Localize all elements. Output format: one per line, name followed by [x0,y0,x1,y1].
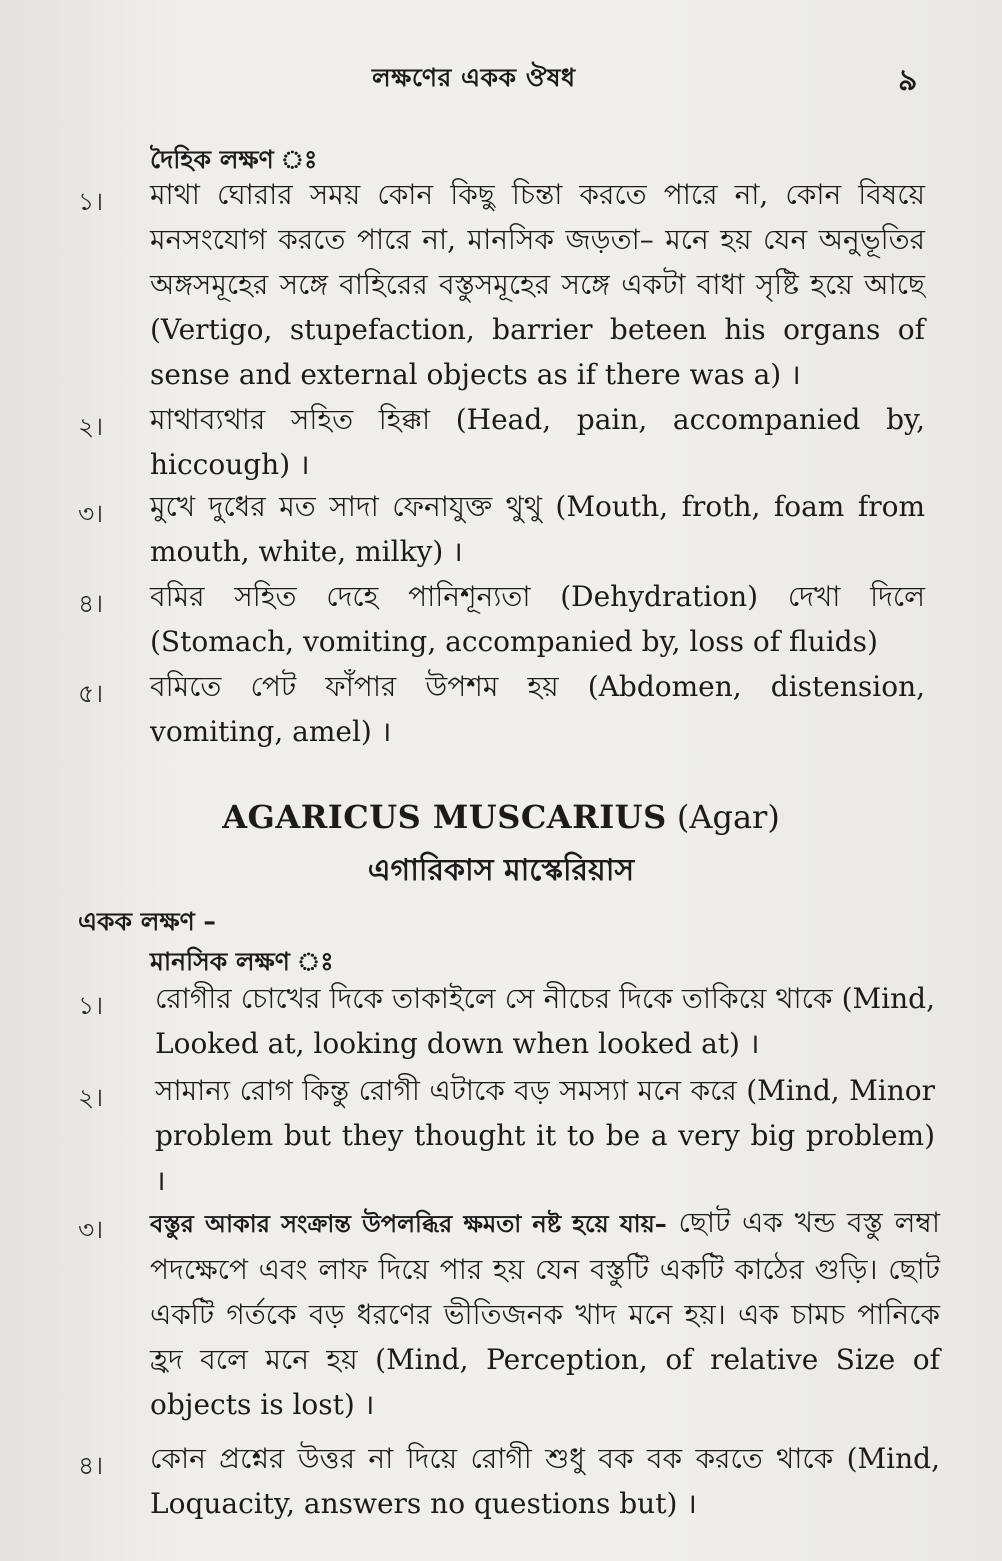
item-text: রোগীর চোখের দিকে তাকাইলে সে নীচের দিকে তাকিয়ে থাকে (Mind, Looked at, looking down when looked at) । [155,982,935,1060]
item-number: ৩। [78,1215,104,1244]
drug-latin-name: AGARICUS MUSCARIUS [222,798,667,836]
item-number: ৩। [78,499,104,528]
item-number: ১। [78,991,104,1020]
item-number: ২। [78,1083,104,1112]
section-heading-physical-symptoms: দৈহিক লক্ষণ ঃ [150,145,318,174]
running-title: লক্ষণের একক ঔষধ [372,63,576,92]
section-heading-key-symptoms: একক লক্ষণ – [78,907,216,936]
item-text: মাথা ঘোরার সময় কোন কিছু চিন্তা করতে পারে না, কোন বিষয়ে মনসংযোগ করতে পারে না, মানসিক জড়তা– মনে হয় যেন অনুভূতির অঙ্গসমূহের সঙ্গে বাহিরের বস্তুসমূহের সঙ্গে একটা বাধা সৃষ্টি হয়ে আছে (Vertigo, stupefaction, barrier beteen his organs of sense and external objects as if there was a) । [150,178,925,391]
drug-abbreviation: (Agar) [676,798,780,836]
item-text: বমিতে পেট ফাঁপার উপশম হয় (Abdomen, distension, vomiting, amel) । [150,670,925,748]
item-text-body: ছোট এক খন্ড বস্তু লম্বা পদক্ষেপে এবং লাফ দিয়ে পার হয় যেন বস্তুটি একটি কাঠের গুড়ি। ছোট একটি গর্তকে বড় ধরণের ভীতিজনক খাদ মনে হয়। এক চামচ পানিকে হ্রদ বলে মনে হয় (Mind, Perception, of relative Size of objects is lost) । [150,1206,940,1421]
item-lead-bold: বস্তুর আকার সংক্রান্ত উপলব্ধির ক্ষমতা নষ্ট হয়ে যায়– [150,1210,667,1238]
item-text: মুখে দুধের মত সাদা ফেনাযুক্ত থুথু (Mouth, froth, foam from mouth, white, milky) । [150,490,925,568]
drug-title [0,798,1002,836]
item-text [150,1200,940,1427]
page-number: ৯ [898,63,918,98]
item-number: ২। [78,412,104,441]
drug-bengali-name: এগারিকাস মাস্কেরিয়াস [367,853,635,888]
item-text: সামান্য রোগ কিন্তু রোগী এটাকে বড় সমস্যা মনে করে (Mind, Minor problem but they thought it to be a very big problem) । [155,1074,935,1197]
item-text: মাথাব্যথার সহিত হিক্কা (Head, pain, accompanied by, hiccough) । [150,403,925,481]
item-number: ৫। [78,679,104,708]
item-text: কোন প্রশ্নের উত্তর না দিয়ে রোগী শুধু বক বক করতে থাকে (Mind, Loquacity, answers no questions but) । [150,1442,940,1520]
page-header [0,58,1002,98]
item-text: বমির সহিত দেহে পানিশূন্যতা (Dehydration) দেখা দিলে (Stomach, vomiting, accompanied by, loss of fluids) [150,580,925,658]
item-number: ৪। [78,1451,104,1480]
item-number: ৪। [78,589,104,618]
item-number: ১। [78,187,104,216]
subheading-mental-symptoms: মানসিক লক্ষণ ঃ [150,947,334,976]
